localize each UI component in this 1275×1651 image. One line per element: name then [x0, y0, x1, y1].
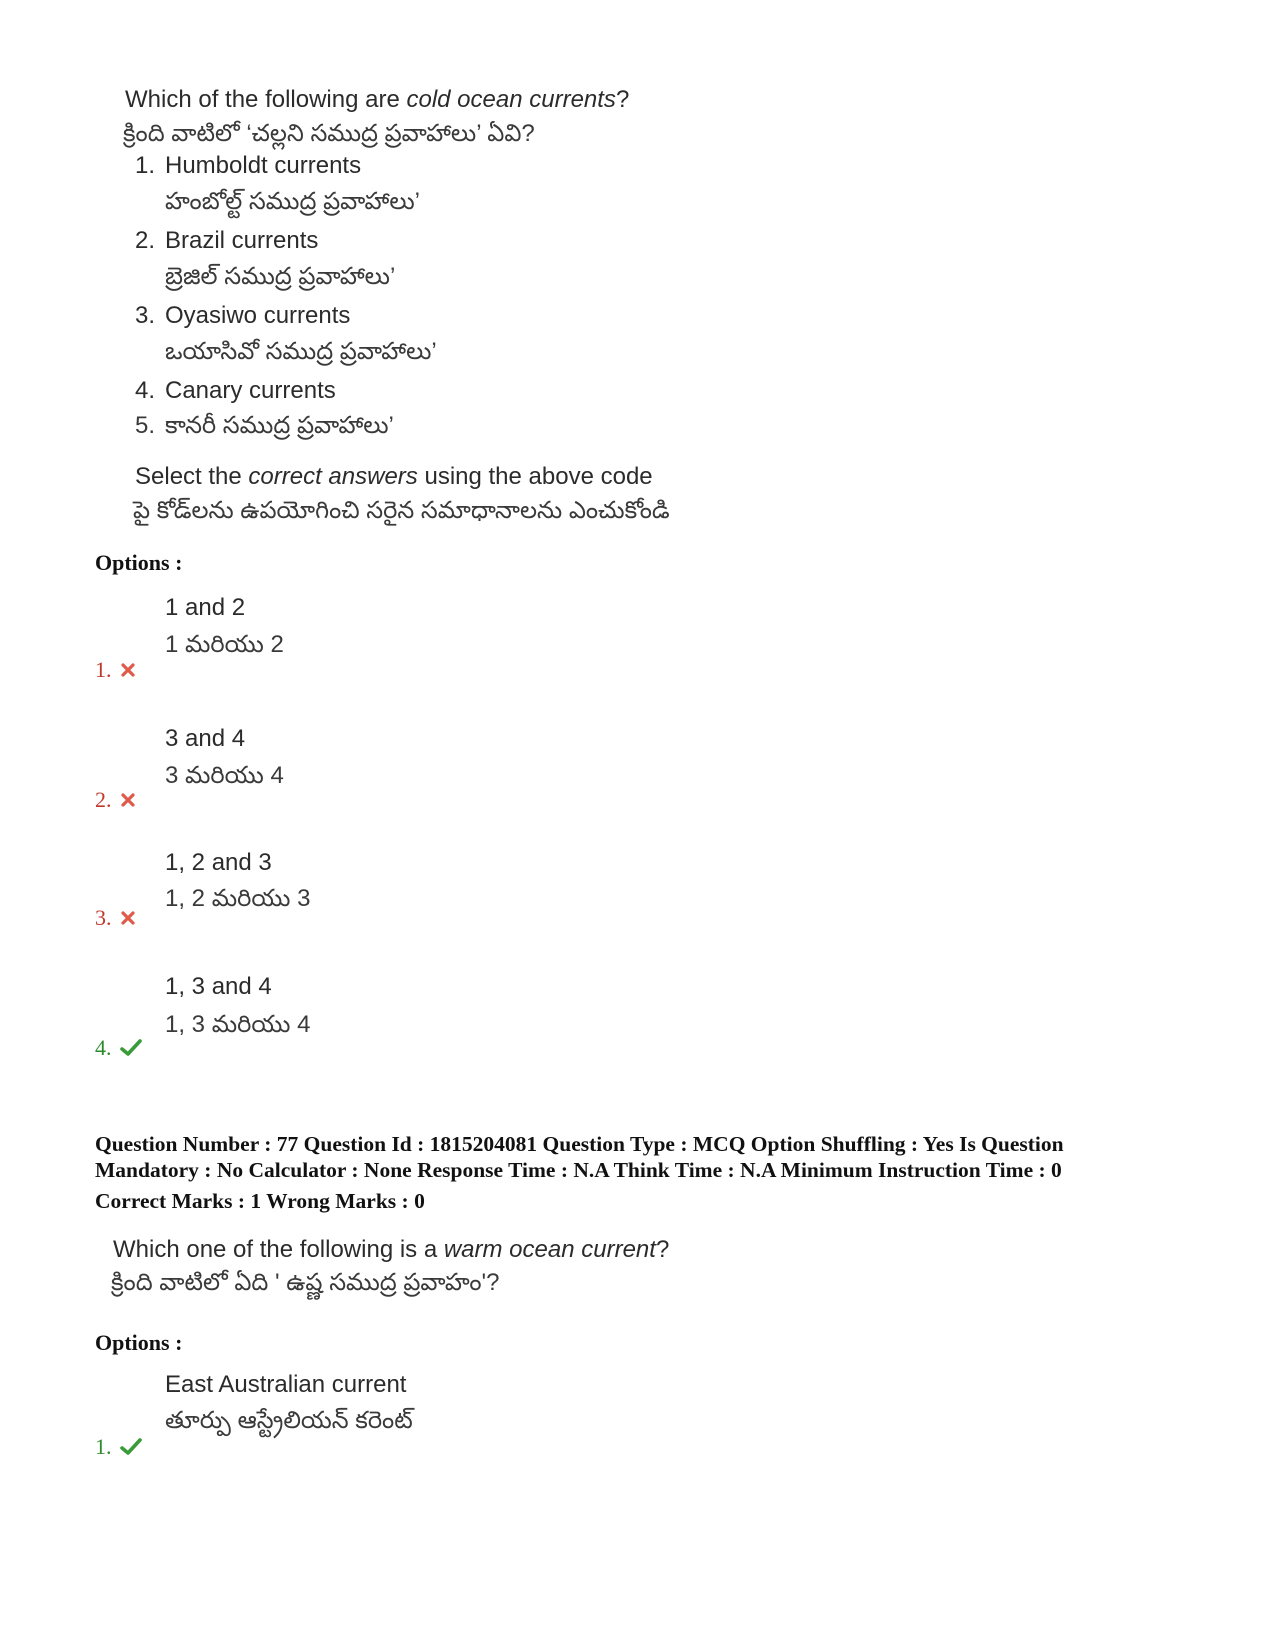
check-icon	[120, 1438, 142, 1456]
option-1-text-te: 1 మరియు 2	[165, 631, 284, 658]
option-3-text-en: 1, 2 and 3	[165, 849, 272, 876]
question-76-instruction-en: Select the correct answers using the above code	[135, 463, 653, 490]
option-3-marker: 3.	[95, 905, 136, 931]
option-1-text-te: తూర్పు ఆస్ట్రేలియన్ కరెంట్	[165, 1407, 413, 1434]
option-2-text-en: 3 and 4	[165, 725, 246, 752]
option-1-marker: 1.	[95, 1434, 142, 1460]
code-item-1: 1. Humboldt currents	[135, 152, 362, 179]
code-item-4: 4. Canary currents	[135, 377, 336, 404]
option-2-marker: 2.	[95, 787, 136, 813]
question-76-text-te: క్రింది వాటిలో ‘చల్లని సముద్ర ప్రవాహాలు’ ఏవి?	[123, 120, 535, 147]
question-76-text-en: Which of the following are cold ocean currents?	[125, 86, 630, 113]
question-76-instruction-te: పై కోడ్‌లను ఉపయోగించి సరైన సమాధానాలను ఎంచుకోండి	[133, 497, 670, 524]
question-77-meta-line-1: Question Number : 77 Question Id : 1815204081 Question Type : MCQ Option Shuffling : Yes Is Question	[95, 1132, 1064, 1156]
code-item-2: 2. Brazil currents	[135, 227, 319, 254]
option-4-marker: 4.	[95, 1035, 142, 1061]
code-item-3: 3. Oyasiwo currents	[135, 302, 351, 329]
question-77-text-en: Which one of the following is a warm ocean current?	[113, 1236, 670, 1263]
option-1-text-en: 1 and 2	[165, 594, 246, 621]
code-item-1-te: హంబోల్ట్ సముద్ర ప్రవాహాలు’	[165, 188, 420, 215]
option-4-text-te: 1, 3 మరియు 4	[165, 1011, 311, 1038]
option-1-marker: 1.	[95, 657, 136, 683]
option-2-text-te: 3 మరియు 4	[165, 762, 284, 789]
cross-icon	[120, 910, 136, 926]
code-item-3-te: ఒయాసివో సముద్ర ప్రవాహాలు’	[165, 338, 437, 365]
check-icon	[120, 1039, 142, 1057]
question-77-marks: Correct Marks : 1 Wrong Marks : 0	[95, 1189, 425, 1213]
option-3-text-te: 1, 2 మరియు 3	[165, 885, 311, 912]
option-4-text-en: 1, 3 and 4	[165, 973, 272, 1000]
options-label: Options :	[95, 1330, 183, 1355]
code-item-5: 5. కానరీ సముద్ర ప్రవాహాలు’	[135, 412, 394, 439]
option-1-text-en: East Australian current	[165, 1371, 407, 1398]
cross-icon	[120, 662, 136, 678]
options-label: Options :	[95, 550, 183, 575]
question-77-text-te: క్రింది వాటిలో ఏది ' ఉష్ణ సముద్ర ప్రవాహం'?	[111, 1269, 500, 1296]
question-77-meta-line-2: Mandatory : No Calculator : None Response Time : N.A Think Time : N.A Minimum Instruction Time : 0	[95, 1158, 1062, 1182]
cross-icon	[120, 792, 136, 808]
code-item-2-te: బ్రెజిల్ సముద్ర ప్రవాహాలు’	[165, 263, 396, 290]
